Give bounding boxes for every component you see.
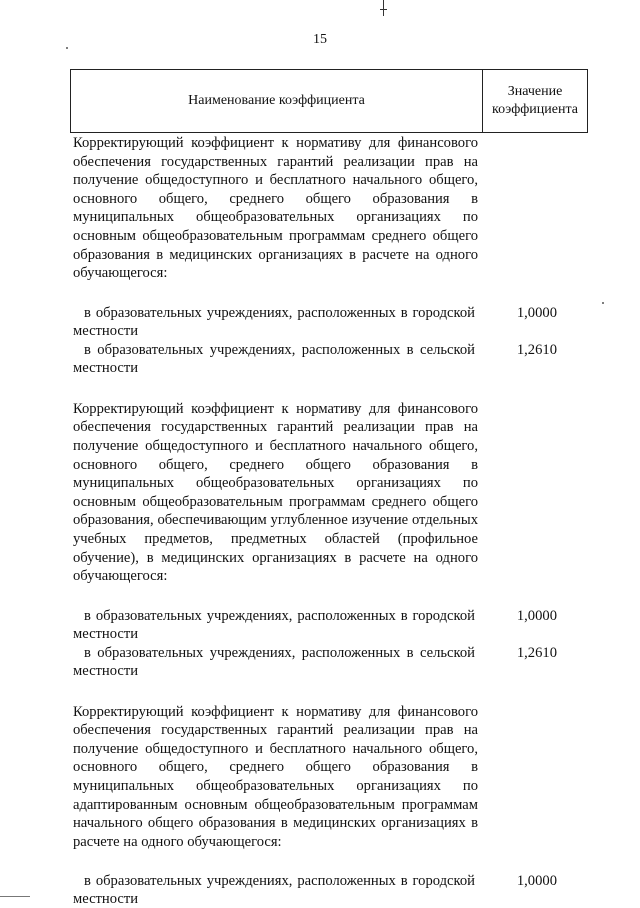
scan-speck (602, 302, 604, 304)
header-value-line2: коэффициента (492, 102, 578, 117)
table-row (73, 607, 588, 643)
row-value: 1,2610 (516, 644, 557, 661)
row-label: в образовательных учреждениях, расположенных в сельской местности (73, 644, 475, 679)
table-row (73, 304, 588, 340)
table-row (73, 872, 588, 908)
row-value: 1,0000 (516, 304, 557, 321)
coefficient-description: Корректирующий коэффициент к нормативу для финансового обеспечения государственных гарантий реализации прав на получение общедоступного и бесплатного начального общего, основного общего, среднего общего образования в муниципальных общеобразовательных организациях по адаптированным основным общеобразовательным программам начального общего образования в медицинских организациях в расчете на одного обучающегося: (73, 703, 478, 850)
table-header (70, 69, 588, 133)
coefficient-block (73, 703, 588, 908)
row-label: в образовательных учреждениях, расположенных в сельской местности (73, 341, 475, 376)
binding-mark (383, 0, 384, 16)
binding-mark-tick (380, 9, 387, 10)
margin-line (0, 896, 30, 897)
table-row (73, 341, 588, 377)
row-label: в образовательных учреждениях, расположенных в городской местности (73, 304, 475, 339)
coefficient-description: Корректирующий коэффициент к нормативу для финансового обеспечения государственных гарантий реализации прав на получение общедоступного и бесплатного начального общего, основного общего, среднего общего образования в муниципальных общеобразовательных организациях по основным общеобразовательным программам среднего общего образования в медицинских организациях в расчете на одного обучающегося: (73, 135, 478, 282)
page-number: 15 (313, 32, 327, 47)
table-body (73, 134, 588, 908)
table-row (73, 644, 588, 680)
row-value: 1,0000 (516, 607, 557, 624)
row-value: 1,2610 (516, 341, 557, 358)
coefficient-block (73, 400, 588, 680)
row-label: в образовательных учреждениях, расположенных в городской местности (73, 873, 475, 908)
coefficient-block (73, 134, 588, 377)
coefficient-description: Корректирующий коэффициент к нормативу для финансового обеспечения государственных гарантий реализации прав на получение общедоступного и бесплатного начального общего, основного общего, среднего общего образования в муниципальных общеобразовательных организациях по основным общеобразовательным программам среднего общего образования, обеспечивающим углубленное изучение отдельных учебных предметов, предметных областей (профильное обучение), в медицинских организациях в расчете на одного обучающегося: (73, 400, 478, 585)
header-coefficient-value (483, 70, 587, 132)
header-value-line1: Значение (507, 84, 563, 99)
header-coefficient-name: Наименование коэффициента (188, 93, 365, 108)
row-value: 1,0000 (516, 873, 557, 890)
row-label: в образовательных учреждениях, расположенных в городской местности (73, 607, 475, 642)
